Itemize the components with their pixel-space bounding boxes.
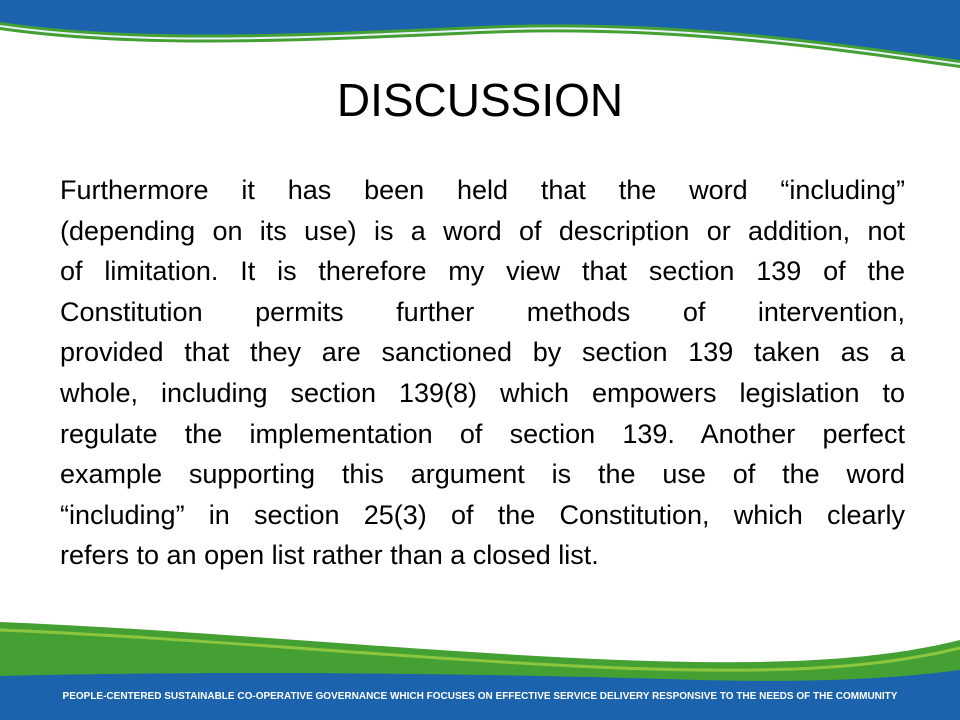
footer-slogan: PEOPLE-CENTERED SUSTAINABLE CO-OPERATIVE GOVERNANCE WHICH FOCUSES ON EFFECTIVE SERVICE DELIVERY RESPONSIVE TO THE NEEDS OF THE COMMUNITY: [62, 691, 898, 702]
body-line: “including” in section 25(3) of the Constitution, which clearly: [60, 499, 905, 530]
top-banner-wave: [0, 0, 960, 80]
body-line: Constitution permits further methods of intervention,: [60, 296, 905, 327]
body-line: whole, including section 139(8) which empowers legislation to: [60, 377, 905, 408]
body-line: of limitation. It is therefore my view that section 139 of the: [60, 256, 905, 287]
body-paragraph: [60, 170, 905, 576]
body-line: Furthermore it has been held that the word “including”: [60, 175, 905, 205]
body-line: provided that they are sanctioned by section 139 taken as a: [60, 337, 905, 368]
body-line: refers to an open list rather than a closed list.: [60, 540, 599, 571]
body-line: example supporting this argument is the use of the word: [60, 459, 905, 490]
body-line: (depending on its use) is a word of description or addition, not: [60, 215, 905, 246]
slide-title: DISCUSSION: [336, 74, 624, 126]
body-line: regulate the implementation of section 139. Another perfect: [60, 418, 905, 449]
